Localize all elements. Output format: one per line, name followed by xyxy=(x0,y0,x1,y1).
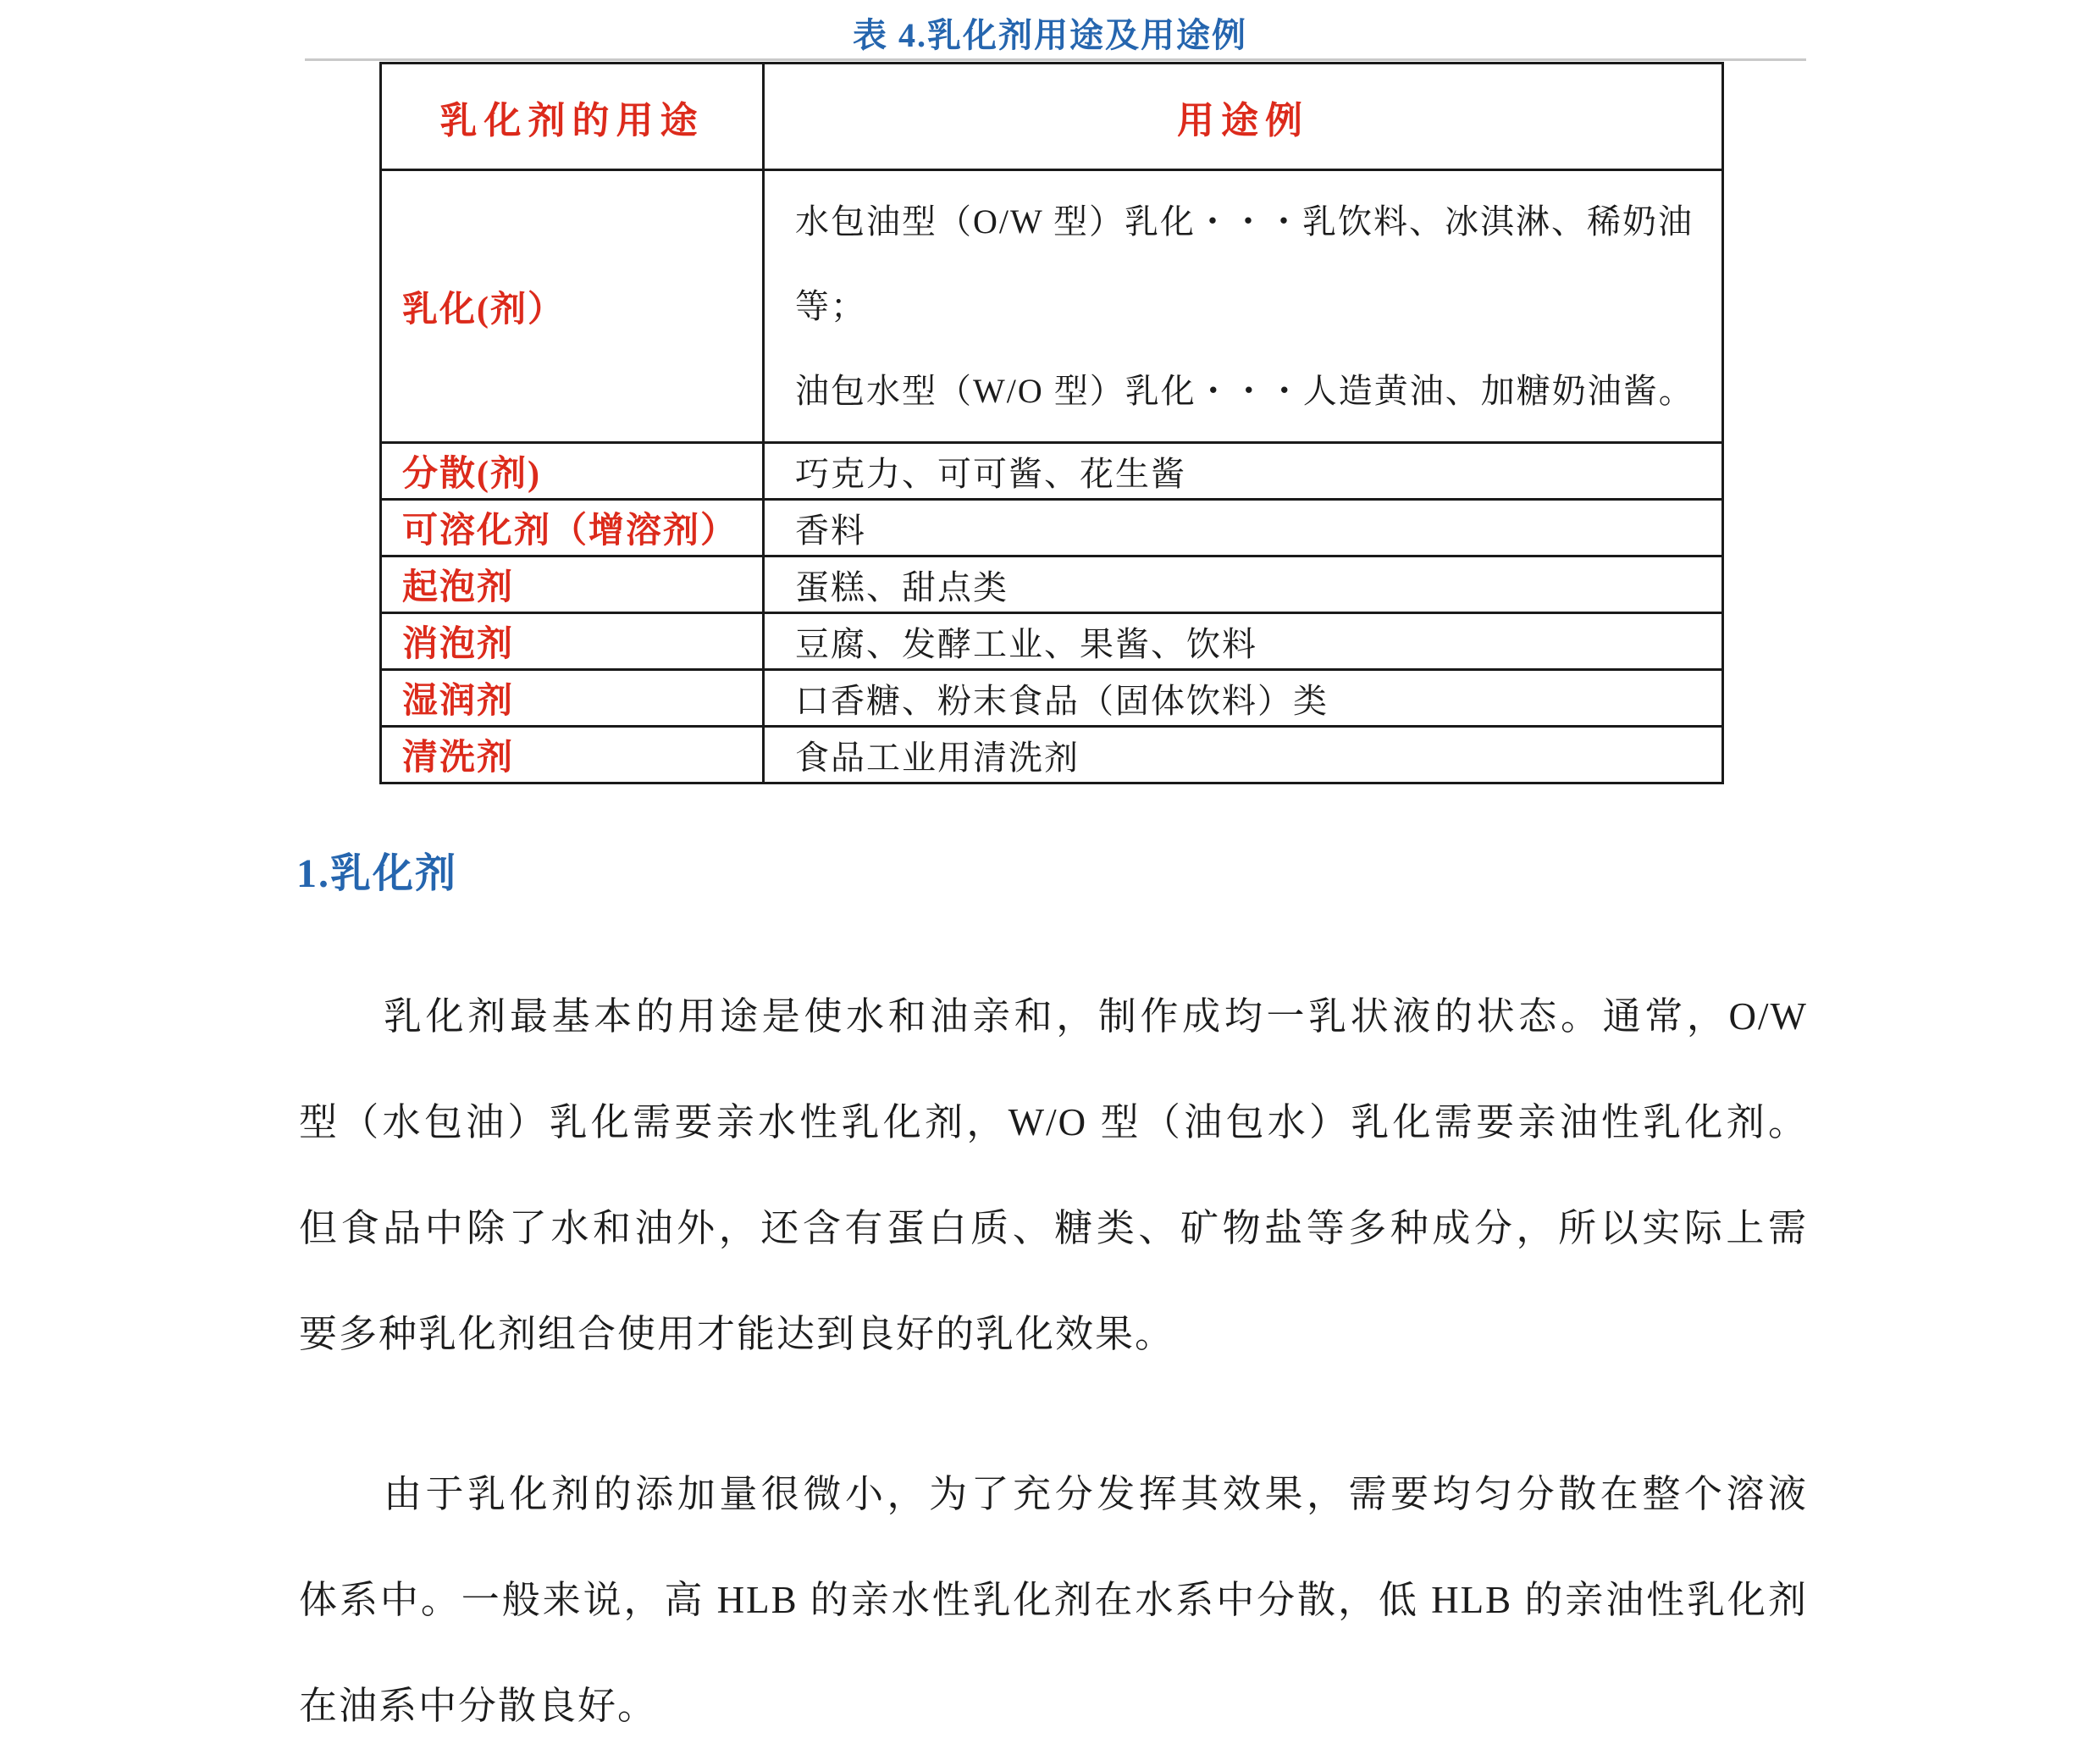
emulsifier-uses-table xyxy=(379,62,1724,784)
row-examples-dispersion: 巧克力、可可酱、花生酱 xyxy=(764,443,1723,500)
table-row-emulsification xyxy=(381,170,1723,443)
section-heading: 1.乳化剂 xyxy=(296,851,458,896)
paragraph-line: 在油系中分散良好。 xyxy=(299,1685,658,1727)
paragraph-line: 由于乳化剂的添加量很微小，为了充分发挥其效果，需要均匀分散在整个溶液 xyxy=(384,1473,1808,1515)
row-label-foaming: 起泡剂 xyxy=(381,556,764,613)
table-row-defoaming xyxy=(381,613,1723,670)
col-header-use: 乳化剂的用途 xyxy=(381,64,764,170)
row-examples-solubilization: 香料 xyxy=(764,500,1723,556)
paragraph-line: 型（水包油）乳化需要亲水性乳化剂，W/O 型（油包水）乳化需要亲油性乳化剂。 xyxy=(299,1101,1808,1143)
paragraph-line: 但食品中除了水和油外，还含有蛋白质、糖类、矿物盐等多种成分，所以实际上需 xyxy=(299,1207,1808,1249)
paragraph-line: 体系中。一般来说，高 HLB 的亲水性乳化剂在水系中分散，低 HLB 的亲油性乳化剂 xyxy=(299,1579,1808,1621)
col-header-examples: 用途例 xyxy=(764,64,1723,170)
row-label-solubilization: 可溶化剂（增溶剂） xyxy=(381,500,764,556)
table-row-foaming xyxy=(381,556,1723,613)
row-label-defoaming: 消泡剂 xyxy=(381,613,764,670)
example-line: 等； xyxy=(795,286,866,325)
row-label-emulsification: 乳化(剂） xyxy=(381,170,764,443)
paragraph-line: 乳化剂最基本的用途是使水和油亲和，制作成均一乳状液的状态。通常，O/W xyxy=(384,995,1808,1038)
row-examples-foaming: 蛋糕、甜点类 xyxy=(764,556,1723,613)
table-row-wetting xyxy=(381,670,1723,727)
row-label-dispersion: 分散(剂) xyxy=(381,443,764,500)
paragraph-line: 要多种乳化剂组合使用才能达到良好的乳化效果。 xyxy=(299,1313,1175,1355)
row-examples-emulsification xyxy=(764,170,1723,443)
row-examples-defoaming: 豆腐、发酵工业、果酱、饮料 xyxy=(764,613,1723,670)
divider-rule xyxy=(305,58,1806,61)
table-row-cleaning xyxy=(381,727,1723,783)
table-caption: 表 4.乳化剂用途及用途例 xyxy=(853,16,1247,54)
row-label-wetting: 湿润剂 xyxy=(381,670,764,727)
row-examples-wetting: 口香糖、粉末食品（固体饮料）类 xyxy=(764,670,1723,727)
paragraph-1 xyxy=(299,964,1808,1387)
example-line: 水包油型（O/W 型）乳化・・・乳饮料、冰淇淋、稀奶油 xyxy=(795,202,1694,241)
table-row-solubilization xyxy=(381,500,1723,556)
paragraph-2 xyxy=(299,1442,1808,1755)
row-examples-cleaning: 食品工业用清洗剂 xyxy=(764,727,1723,783)
example-line: 油包水型（W/O 型）乳化・・・人造黄油、加糖奶油酱。 xyxy=(795,371,1694,410)
table-header-row xyxy=(381,64,1723,170)
row-label-cleaning: 清洗剂 xyxy=(381,727,764,783)
table-row-dispersion xyxy=(381,443,1723,500)
